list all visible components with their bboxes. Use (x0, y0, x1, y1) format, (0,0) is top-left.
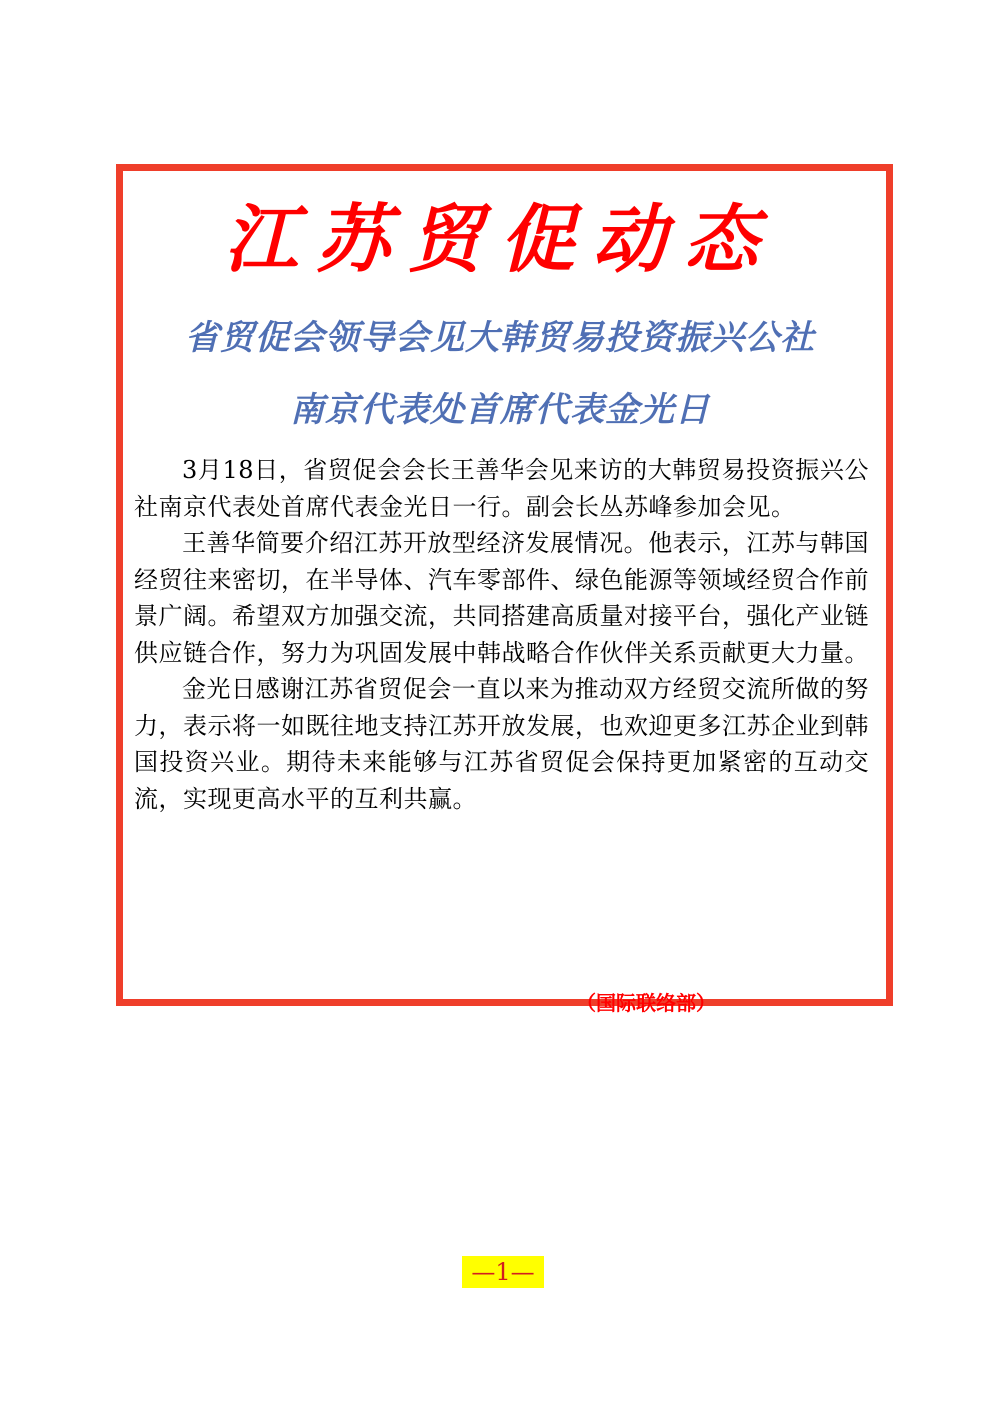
department-credit: （国际联络部） (576, 991, 716, 1015)
masthead-title: 江苏贸促动态 (224, 197, 776, 283)
paragraph-3: 金光日感谢江苏省贸促会一直以来为推动双方经贸交流所做的努力，表示将一如既往地支持江苏开放发展，也欢迎更多江苏企业到韩国投资兴业。期待未来能够与江苏省贸促会保持更加紧密的互动交流，实现更高水平的互利共赢。 (134, 675, 869, 813)
headline-line-1: 省贸促会领导会见大韩贸易投资振兴公社 (185, 318, 815, 358)
page-number: —1— (462, 1256, 544, 1288)
headline-line-2: 南京代表处首席代表金光日 (290, 390, 710, 430)
article-body (134, 452, 869, 817)
paragraph-2: 王善华简要介绍江苏开放型经济发展情况。他表示，江苏与韩国经贸往来密切，在半导体、汽车零部件、绿色能源等领域经贸合作前景广阔。希望双方加强交流，共同搭建高质量对接平台，强化产业链供应链合作，努力为巩固发展中韩战略合作伙伴关系贡献更大力量。 (134, 529, 869, 667)
paragraph-1: 3月18日，省贸促会会长王善华会见来访的大韩贸易投资振兴公社南京代表处首席代表金光日一行。副会长丛苏峰参加会见。 (134, 456, 869, 521)
